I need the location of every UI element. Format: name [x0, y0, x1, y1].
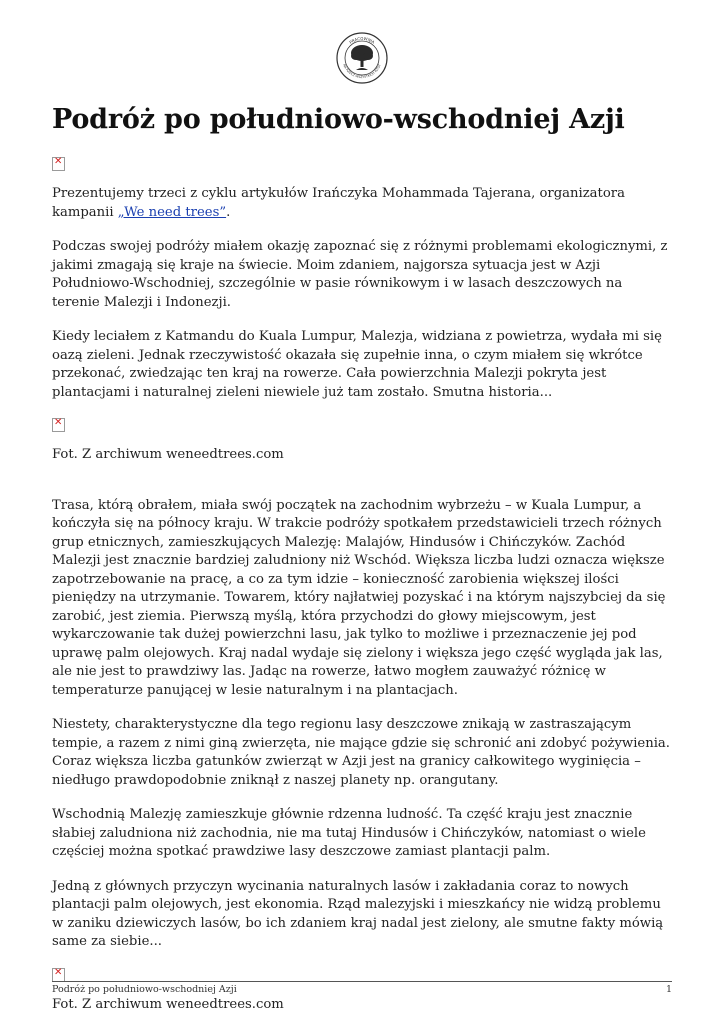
- article-body: [52, 157, 672, 1030]
- intro-end: .: [226, 204, 231, 220]
- paragraph-2: Kiedy leciałem z Katmandu do Kuala Lumpur, Malezja, widziana z powietrza, wydała mi się oazą zieleni. Jednak rzeczywistość okazała się zupełnie inna, o czym miałem się wkrótce przekonać, zwiedzając ten kraj na rowerze. Cała powierzchnia Malezji pokryta jest plantacjami i naturalnej zieleni niewiele już tam zostało. Smutna historia...: [52, 329, 662, 400]
- intro-paragraph: [52, 185, 672, 222]
- svg-text:PRACOWNIA: [348, 36, 376, 45]
- broken-image-icon: [52, 968, 65, 982]
- paragraph-6: Jedną z głównych przyczyn wycinania naturalnych lasów i zakładania coraz to nowych plantacji palm olejowych, jest ekonomia. Rząd malezyjski i mieszkańcy nie widzą problemu w zaniku dziewiczych lasów, bo ich zdaniem kraj nadal jest zielony, ale smutne fakty mówią same za siebie...: [52, 878, 664, 949]
- footer-divider: [52, 981, 672, 982]
- page-number: 1: [666, 984, 673, 995]
- footer-title: Podróż po południowo-wschodniej Azji: [52, 984, 237, 995]
- logo: [336, 32, 388, 84]
- photo-caption: Fot. Z archiwum weneedtrees.com: [52, 447, 284, 462]
- page-title: Podróż po południowo-wschodniej Azji: [52, 104, 625, 135]
- paragraph-3: Trasa, którą obrałem, miała swój początek na zachodnim wybrzeżu – w Kuala Lumpur, a kończyła się na północy kraju. W trakcie podróży spotkałem przedstawicieli trzech różnych grup etnicznych, zamieszkujących Malezję: Malajów, Hindusów i Chińczyków. Zachód Malezji jest znacznie bardziej zaludniony niż Wschód. Większa liczba ludzi oznacza większe zapotrzebowanie na pracę, a co za tym idzie – konieczność zarobienia większej ilości pieniędzy na utrzymanie. Towarem, który najłatwiej pozyskać i na którym najszybciej da się zarobić, jest ziemia. Pierwszą myślą, która przychodzi do głowy miejscowym, jest wykarczowanie tak dużej powierzchni lasu, jak tylko to możliwe i przeznaczenie jej pod uprawę palm olejowych. Kraj nadal wydaje się zielony i większa jego część wygląda jak las, ale nie jest to prawdziwy las. Jadąc na rowerze, łatwo mogłem zauważyć różnicę w temperaturze panującej w lesie naturalnym i na plantacjach.: [52, 497, 666, 698]
- logo-text-top: PRACOWNIA: [348, 35, 376, 45]
- broken-image-icon: [52, 418, 65, 432]
- tree-seal-icon: [336, 32, 388, 84]
- broken-image-icon: [52, 157, 65, 171]
- paragraph-4: Niestety, charakterystyczne dla tego regionu lasy deszczowe znikają w zastraszającym tempie, a razem z nimi giną zwierzęta, nie mające gdzie się schronić ani zdobyć pożywienia. Coraz większa liczba gatunków zwierząt w Azji jest na granicy całkowitego wyginięcia – niedługo prawdopodobnie zniknął z naszej planety np. orangutany.: [52, 717, 670, 788]
- intro-text: Prezentujemy trzeci z cyklu artykułów Irańczyka Mohammada Tajerana, organizatora kampanii: [52, 186, 625, 220]
- paragraph-1: Podczas swojej podróży miałem okazję zapoznać się z różnymi problemami ekologicznymi, z jakimi zmagają się kraje na świecie. Moim zdaniem, najgorsza sytuacja jest w Azji Południowo-Wschodniej, szczególnie w pasie równikowym i w lasach deszczowych na terenie Malezji i Indonezji.: [52, 239, 668, 310]
- paragraph-5: Wschodnią Malezję zamieszkuje głównie rdzenna ludność. Ta część kraju jest znacznie słabiej zaludniona niż zachodnia, nie ma tutaj Hindusów i Chińczyków, natomiast o wiele częściej można spotkać prawdziwe lasy deszczowe zamiast plantacji palm.: [52, 807, 646, 859]
- we-need-trees-link[interactable]: „We need trees”: [117, 204, 227, 220]
- photo-caption: Fot. Z archiwum weneedtrees.com: [52, 996, 284, 1012]
- logo-text-bottom: NA RZECZ WSZYSTKICH ISTOT: [342, 63, 382, 80]
